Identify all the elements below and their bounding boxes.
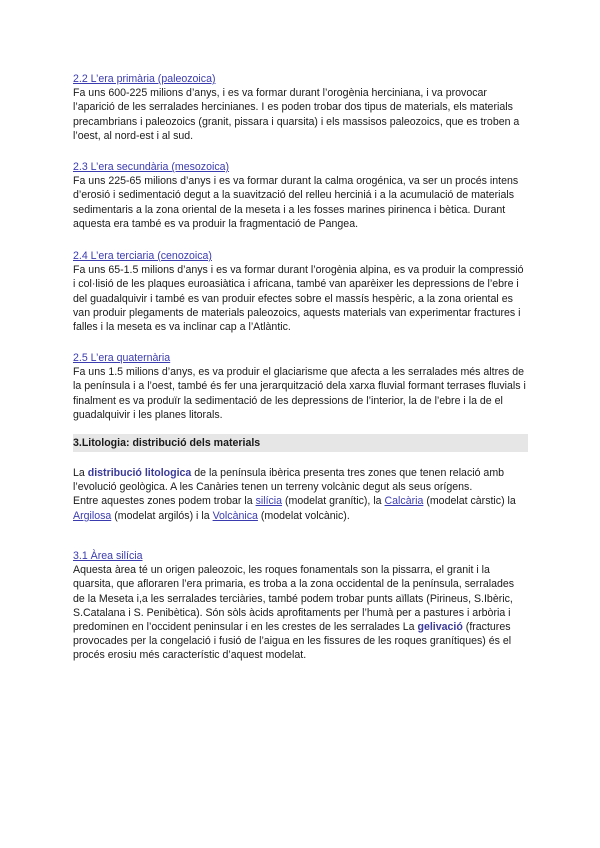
zone1-desc: (modelat granític), la [282,495,385,508]
link-volcanica[interactable]: Volcànica [212,509,258,522]
paragraph-era-quaternaria: Fa uns 1.5 milions d’anys, es va produir el glaciarisme que afecta a les serralades més altres de la península i a l’oest, també és fer una jerarquització dela xarxa fluvial formant terrases fluvials i finalment es va produïr la sedimentació de les depressions de l’interior, la de l’ebre i la de el guadalquivir i les planes litorals. [73,366,526,421]
section-3-1 [73,549,528,663]
zones-text-pre: Entre aquestes zones podem trobar la [73,495,256,508]
heading-era-terciaria-link[interactable]: 2.4 L’era terciaria (cenozoica) [73,250,212,262]
intro-text-post: de la península ibèrica presenta tres zones que tenen relació amb l’evolució geològica. A les Canàries tenen un terreny volcànic degut als seus orígens. [73,467,505,494]
link-calcaria[interactable]: Calcària [384,495,424,508]
area-silicia-body: Aquesta àrea té un origen paleozoic, les roques fonamentals son la pissarra, el granit i la quarsita, que afloraren l’era primaria, es troba a la zona occidental de la península, serralades de la Meseta i,a les serralades terciàries, també podem trobar punts aïllats (Pirineus, S.Ibèric, S.Catalana i S. Penibètica). Són sòls àcids aprofitaments per l’humà per a pastures i arbòria i predominen en l’occident peninsular i en les crestes de les serralades [73,564,515,634]
section-2-2 [73,72,528,143]
section-3-title-bar [73,434,528,452]
heading-area-silicia-link[interactable]: 3.1 Àrea silícia [73,550,143,562]
paragraph-zones [73,494,528,522]
heading-era-secundaria-link[interactable]: 2.3 L’era secundària (mesozoica) [73,161,230,173]
link-silicia[interactable]: silícia [255,495,283,508]
paragraph-litologia-intro [73,466,528,494]
intro-text-pre: La [73,467,88,479]
section-3-intro [73,466,528,523]
section-2-4 [73,249,528,334]
paragraph-area-silicia [73,563,528,662]
paragraph-era-terciaria: Fa uns 65-1.5 milions d’anys i es va formar durant l’orogènia alpina, es va produir la compressió i col·lisió de les plaques euroasiàtica i africana, també van aparèixer les depressions de l’ebre i del guadalquivir i també es van produir efectes sobre el massís hespèric, a la zona oriental es van produir plegaments de materials paleozoics, aquests materials van experimentar fractures i falles i la meseta es va inclinar cap a l’Atlàntic. [73,264,524,334]
heading-era-quaternaria-link[interactable]: 2.5 L’era quaternària [73,352,171,364]
link-argilosa[interactable]: Argilosa [73,509,112,522]
section-2-5 [73,351,528,422]
zone2-desc: (modelat càrstic) la [423,495,516,508]
term-distribucio-litologica: distribució litologica [87,467,192,479]
section-3-title: 3.Litologia: distribució dels materials [73,437,261,449]
gelivacio-pre: La [399,621,418,634]
gelivacio-post: (fractures provocades per la congelació i fusió de l’aigua en les fissures de les roques granítiques) és el procés erosiu més característic d’aquest modelat. [73,621,512,662]
paragraph-era-secundaria: Fa uns 225-65 milions d’anys i es va formar durant la calma orogénica, va ser un procés intens d’erosió i sedimentació degut a la suavització del relleu herciniá i a la acumulació de materials sedimentaris a la zona oriental de la meseta i a les fosses marines pirinenca i bètica. Durant aquesta era també es va produir la fragmentació de Pangea. [73,175,519,230]
paragraph-era-primaria: Fa uns 600-225 milions d’anys, i es va formar durant l’orogènia herciniana, i va provocar l’aparició de les serralades hercinianes. I es poden trobar dos tipus de materials, els materials precambrians i paleozoics (granit, pissara i quarsita) i els massisos paleozoics, que es troben a l’oest, al nord-est i al sud. [73,87,520,142]
term-gelivacio: gelivació [417,621,463,634]
section-2-3 [73,160,528,231]
heading-era-primaria-link[interactable]: 2.2 L’era primària (paleozoica) [73,73,216,85]
zone4-desc: (modelat volcànic). [257,509,350,522]
zone3-desc: (modelat argilós) i la [111,509,213,522]
